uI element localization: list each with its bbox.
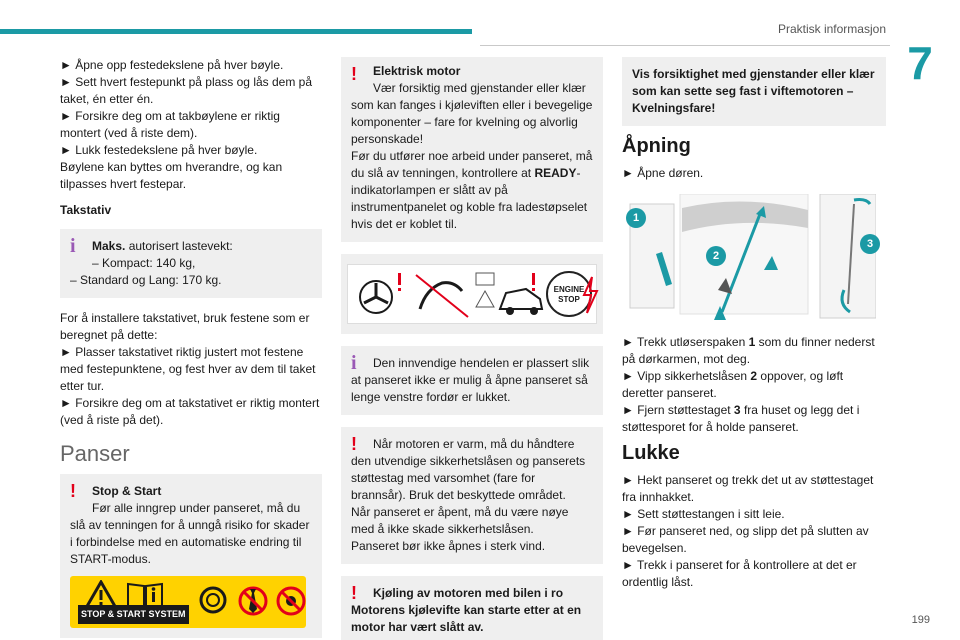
step-text: ► Trekk i panseret for å kontrollere at det er ordentlig låst. <box>622 558 857 589</box>
warn-text: Før alle inngrep under panseret, må du slå av tenningen for å unngå risiko for skader i forbindelse med en automatiske endring til START-modus. <box>70 501 310 566</box>
warn-title: Elektrisk motor <box>373 64 461 78</box>
sticker-label: STOP & START SYSTEM <box>78 605 189 624</box>
car-hood-warning-icon <box>496 269 546 321</box>
warn-text: Vær forsiktig med gjenstander eller klær som kan fanges i kjøleviften eller i bevegelige komponenter – fare for kvelning og alvorlig personskade! <box>351 81 593 146</box>
closing-heading: Lukke <box>622 442 680 464</box>
step-text: ► Lukk festedekslene på hver bøyle. <box>60 143 258 157</box>
warning-icon: ! <box>351 434 357 454</box>
step-text: ► Før panseret ned, og slipp det på slutten av bevegelsen. <box>622 524 869 555</box>
step-text: ► Trekk utløserspaken 1 som du finner nederst på dørkarmen, mot deg. <box>622 335 875 366</box>
step-text: For å installere takstativet, bruk festene som er beregnet på dette: <box>60 311 310 342</box>
warn-text: Når panseret er åpent, må du være nøye med å ikke skade sikkerhetslåsen. <box>351 505 569 536</box>
closing-steps <box>622 472 886 591</box>
section-title: Praktisk informasjon <box>777 22 886 36</box>
warn-text: Kjøling av motoren med bilen i ro Motorens kjølevifte kan starte etter at en motor har vært slått av. <box>351 586 582 634</box>
column-3 <box>622 57 886 600</box>
callout-1: 1 <box>626 208 646 228</box>
takstativ-heading: Takstativ <box>60 203 112 217</box>
header-divider <box>480 45 890 46</box>
hood-opening-illustration <box>622 194 876 326</box>
step-text: ► Åpne opp festedekslene på hver bøyle. <box>60 58 284 72</box>
hazard-icon-panel <box>341 254 603 334</box>
step-text: ► Forsikre deg om at takstativet er riktig montert (ved å riste på det). <box>60 396 320 427</box>
warning-icon: ! <box>70 481 76 501</box>
step-text: ► Sett støttestangen i sitt leie. <box>622 507 785 521</box>
warn-text: Vis forsiktighet med gjenstander eller klær som kan sette seg fast i viftemotoren – Kvelningsfare! <box>632 67 875 115</box>
max-label: Maks. <box>92 239 126 253</box>
step-text: ► Vipp sikkerhetslåsen 2 oppover, og løft deretter panseret. <box>622 369 844 400</box>
warn-text: Panseret bør ikke åpnes i sterk vind. <box>351 539 546 553</box>
column-1 <box>60 57 322 640</box>
info-text: Den innvendige hendelen er plassert slik at panseret ikke er mulig å åpne panseret så lenge venstre fordør er lukket. <box>351 356 590 404</box>
opening-steps <box>622 334 886 436</box>
info-icon: i <box>70 235 76 257</box>
opening-heading: Åpning <box>622 135 691 157</box>
warn-text: Når motoren er varm, må du håndtere den utvendige sikkerhetslåsen og panserets støttestag med varsomhet (fare for brannsår). Bruk det beskyttede området. <box>351 437 586 502</box>
step-text: ► Hekt panseret og trekk det ut av støttestaget fra innhakket. <box>622 473 874 504</box>
fan-icon <box>198 585 228 619</box>
manual-warning-icon <box>474 271 496 311</box>
warn-title: Stop & Start <box>92 484 162 498</box>
page-number: 199 <box>911 614 930 626</box>
ready-indicator-text: READY <box>534 166 577 180</box>
column-2 <box>341 57 603 640</box>
warn-box-stop-start <box>60 474 322 638</box>
step-text: ► Plasser takstativet riktig justert mot festene med festepunktene, og fest hver av dem til taket etter tur. <box>60 345 316 393</box>
roof-bar-steps <box>60 57 322 193</box>
no-charge-icon <box>580 275 600 315</box>
no-hand-icon <box>276 583 306 619</box>
panser-heading: Panser <box>60 441 130 466</box>
no-hand-scarf-icon <box>412 269 472 321</box>
step-text: ► Åpne døren. <box>622 166 704 180</box>
stop-start-sticker <box>70 576 306 628</box>
step-text: ► Fjern støttestaget 3 fra huset og legg det i støttesporet for å holde panseret. <box>622 403 860 434</box>
chapter-number: 7 <box>907 37 933 89</box>
warn-box-hot-engine <box>341 427 603 564</box>
info-icon: i <box>351 352 357 374</box>
engine-stop-icon: ENGINE STOP <box>546 271 592 317</box>
no-tie-icon <box>238 583 268 619</box>
hood-diagram <box>622 194 876 326</box>
warn-box-electric-motor: ! Elektrisk motor Vær forsiktig med gjenstander eller klær som kan fanges i kjøleviften eller i bevegelige komponenter – fare for kvelning og alvorlig personskade! Før du utfører noe arbeid under panseret, må du slå av tenningen, kontrollere at READY-indikatorlampen er slått av på instrumentpanelet og koble fra ladestøpselet hvis det er koblet til. <box>341 57 603 242</box>
header-accent-bar <box>0 29 472 34</box>
warn-box-fan <box>622 57 886 126</box>
install-steps <box>60 310 322 429</box>
step-text: Bøylene kan byttes om hverandre, og kan tilpasses hvert festepar. <box>60 160 283 191</box>
load-compact: – Kompact: 140 kg, <box>92 256 196 270</box>
warning-icon: ! <box>351 64 357 84</box>
warning-icon: ! <box>351 583 357 603</box>
info-box-load: i Maks. autorisert lastevekt: – Kompact: 140 kg, – Standard og Lang: 170 kg. <box>60 229 322 298</box>
warn-box-cooling <box>341 576 603 640</box>
step-text: ► Sett hvert festepunkt på plass og lås dem på taket, én etter én. <box>60 75 313 106</box>
load-standard: – Standard og Lang: 170 kg. <box>70 273 222 287</box>
callout-3: 3 <box>860 234 880 254</box>
info-box-handle <box>341 346 603 415</box>
callout-2: 2 <box>706 246 726 266</box>
step-text: ► Forsikre deg om at takbøylene er riktig montert (ved å riste dem). <box>60 109 280 140</box>
fan-warning-icon <box>354 269 410 321</box>
